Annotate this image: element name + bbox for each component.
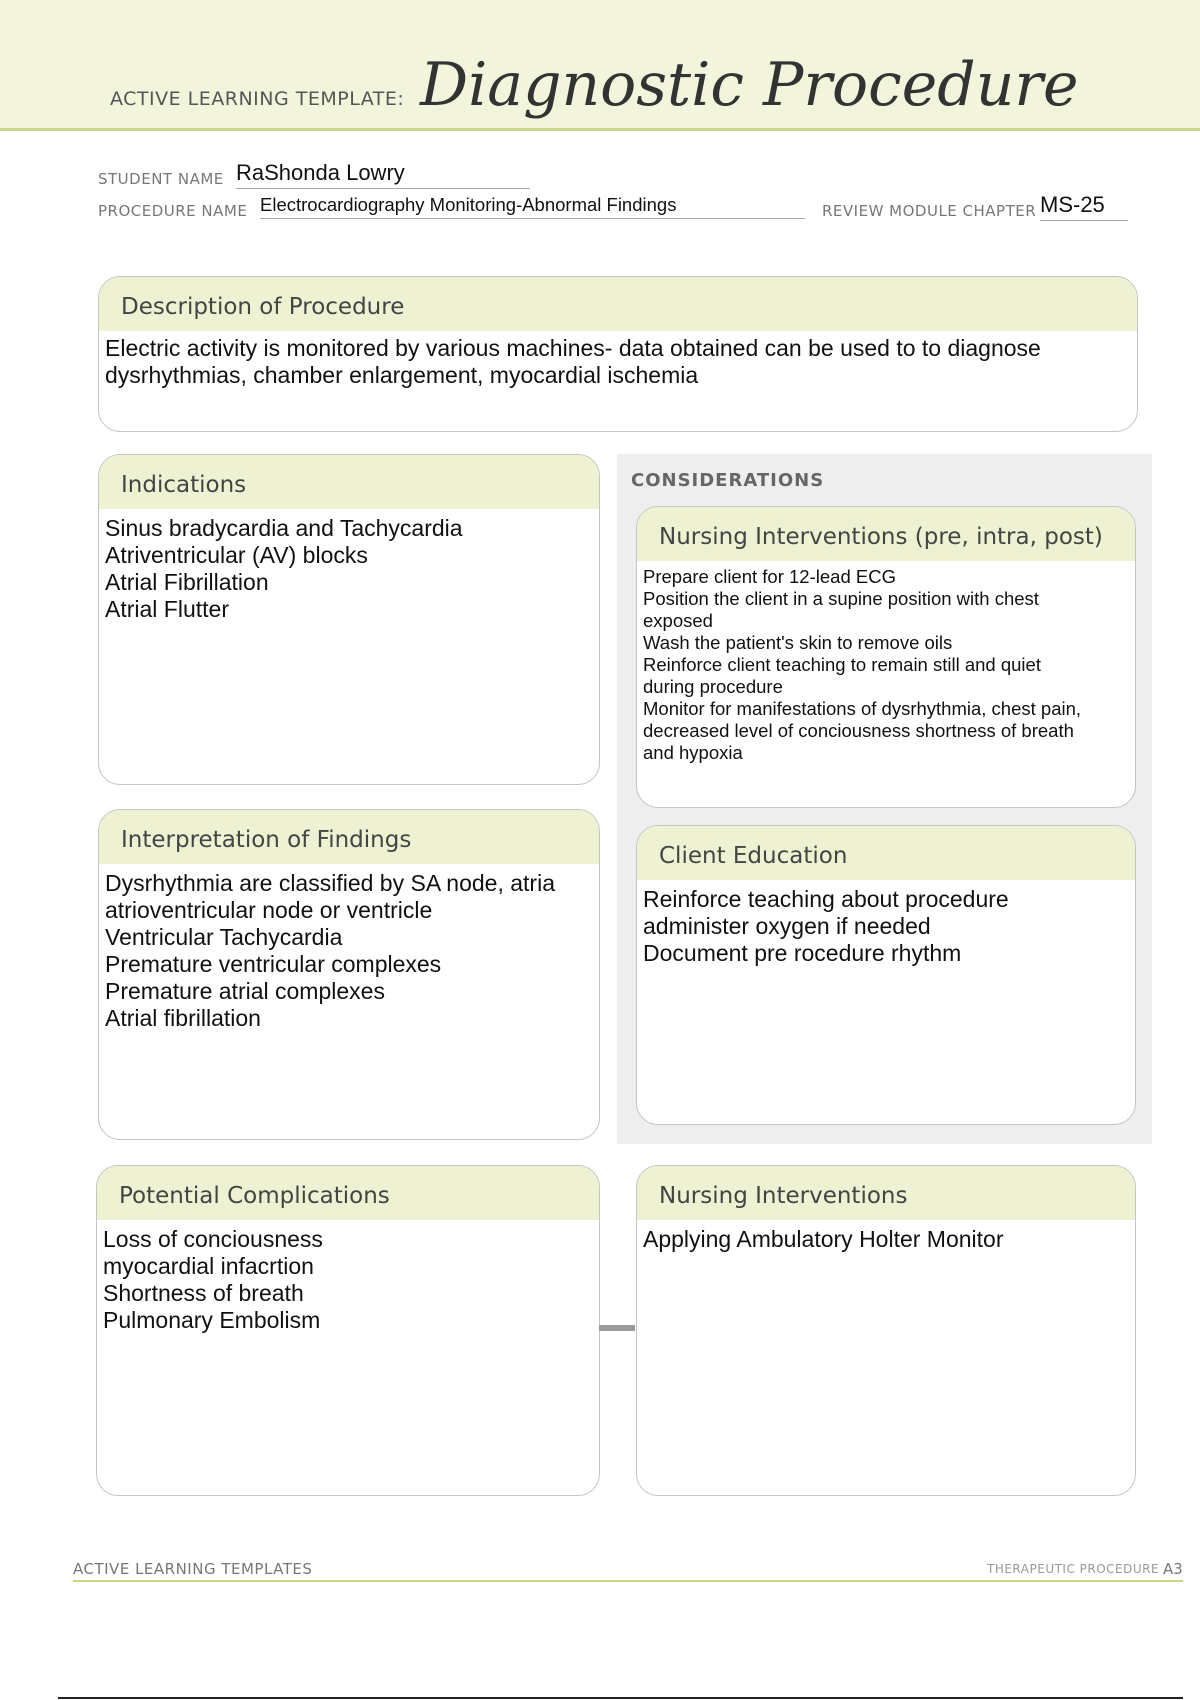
client-education-body[interactable]	[637, 880, 1135, 967]
nursing-pre-line: during procedure	[643, 676, 783, 697]
nursing-pre-title: Nursing Interventions (pre, intra, post)	[637, 507, 1135, 561]
description-box	[98, 276, 1138, 432]
interpretation-line: Dysrhythmia are classified by SA node, atria	[105, 870, 555, 896]
client-education-line: Reinforce teaching about procedure	[643, 886, 1009, 912]
complication-item: Shortness of breath	[103, 1280, 304, 1306]
nursing-interventions-box	[636, 1165, 1136, 1496]
interpretation-line: Ventricular Tachycardia	[105, 924, 343, 950]
bottom-rule	[58, 1697, 1183, 1699]
student-name-label: STUDENT NAME	[98, 170, 224, 188]
interpretation-line: Premature ventricular complexes	[105, 951, 442, 977]
nursing-pre-line: Prepare client for 12-lead ECG	[643, 566, 896, 587]
nursing-pre-line: Wash the patient's skin to remove oils	[643, 632, 953, 653]
client-education-title: Client Education	[637, 826, 1135, 880]
nursing-interventions-title: Nursing Interventions	[637, 1166, 1135, 1220]
procedure-name-field[interactable]: Electrocardiography Monitoring-Abnormal Findings	[260, 194, 805, 219]
nursing-pre-box	[636, 506, 1136, 808]
page-title: Diagnostic Procedure	[420, 50, 1079, 120]
description-body[interactable]	[99, 331, 1137, 389]
nursing-pre-line: Position the client in a supine position with chest	[643, 588, 1039, 609]
procedure-name-label: PROCEDURE NAME	[98, 202, 248, 220]
page-number: A3	[1163, 1560, 1183, 1578]
indications-title: Indications	[99, 455, 599, 509]
description-line: Electric activity is monitored by various machines- data obtained can be used to to diagnose	[105, 335, 1041, 361]
nursing-pre-line: and hypoxia	[643, 742, 743, 763]
considerations-label: CONSIDERATIONS	[631, 470, 825, 491]
interpretation-title: Interpretation of Findings	[99, 810, 599, 864]
nursing-pre-line: decreased level of conciousness shortness of breath	[643, 720, 1074, 741]
template-label: ACTIVE LEARNING TEMPLATE:	[110, 88, 405, 110]
nursing-interventions-body[interactable]	[637, 1220, 1135, 1253]
indications-body[interactable]	[99, 509, 599, 623]
description-title: Description of Procedure	[99, 277, 1137, 331]
complication-item: Loss of conciousness	[103, 1226, 323, 1252]
interpretation-line: Atrial fibrillation	[105, 1005, 261, 1031]
nursing-pre-body[interactable]	[637, 561, 1135, 764]
interpretation-line: atrioventricular node or ventricle	[105, 897, 433, 923]
interpretation-body[interactable]	[99, 864, 599, 1032]
indication-item: Atrial Fibrillation	[105, 569, 269, 595]
footer-left-label: ACTIVE LEARNING TEMPLATES	[73, 1560, 313, 1578]
footer-right-label: THERAPEUTIC PROCEDURE	[987, 1562, 1160, 1576]
student-name-field[interactable]: RaShonda Lowry	[236, 160, 530, 189]
nursing-pre-line: Reinforce client teaching to remain still and quiet	[643, 654, 1041, 675]
nursing-pre-line: exposed	[643, 610, 713, 631]
indication-item: Atriventricular (AV) blocks	[105, 542, 368, 568]
connector-bar	[599, 1325, 635, 1331]
complication-item: myocardial infacrtion	[103, 1253, 314, 1279]
description-line: dysrhythmias, chamber enlargement, myocardial ischemia	[105, 362, 699, 388]
client-education-box	[636, 825, 1136, 1125]
interpretation-line: Premature atrial complexes	[105, 978, 385, 1004]
nursing-intervention-item: Applying Ambulatory Holter Monitor	[643, 1226, 1004, 1252]
indication-item: Atrial Flutter	[105, 596, 229, 622]
client-education-line: administer oxygen if needed	[643, 913, 931, 939]
complication-item: Pulmonary Embolism	[103, 1307, 321, 1333]
complications-title: Potential Complications	[97, 1166, 599, 1220]
interpretation-box	[98, 809, 600, 1140]
nursing-pre-line: Monitor for manifestations of dysrhythmia, chest pain,	[643, 698, 1082, 719]
chapter-label: REVIEW MODULE CHAPTER	[822, 202, 1037, 220]
indication-item: Sinus bradycardia and Tachycardia	[105, 515, 463, 541]
complications-body[interactable]	[97, 1220, 599, 1334]
footer-divider	[73, 1580, 1183, 1582]
client-education-line: Document pre rocedure rhythm	[643, 940, 962, 966]
chapter-field[interactable]: MS-25	[1040, 192, 1128, 221]
indications-box	[98, 454, 600, 785]
complications-box	[96, 1165, 600, 1496]
